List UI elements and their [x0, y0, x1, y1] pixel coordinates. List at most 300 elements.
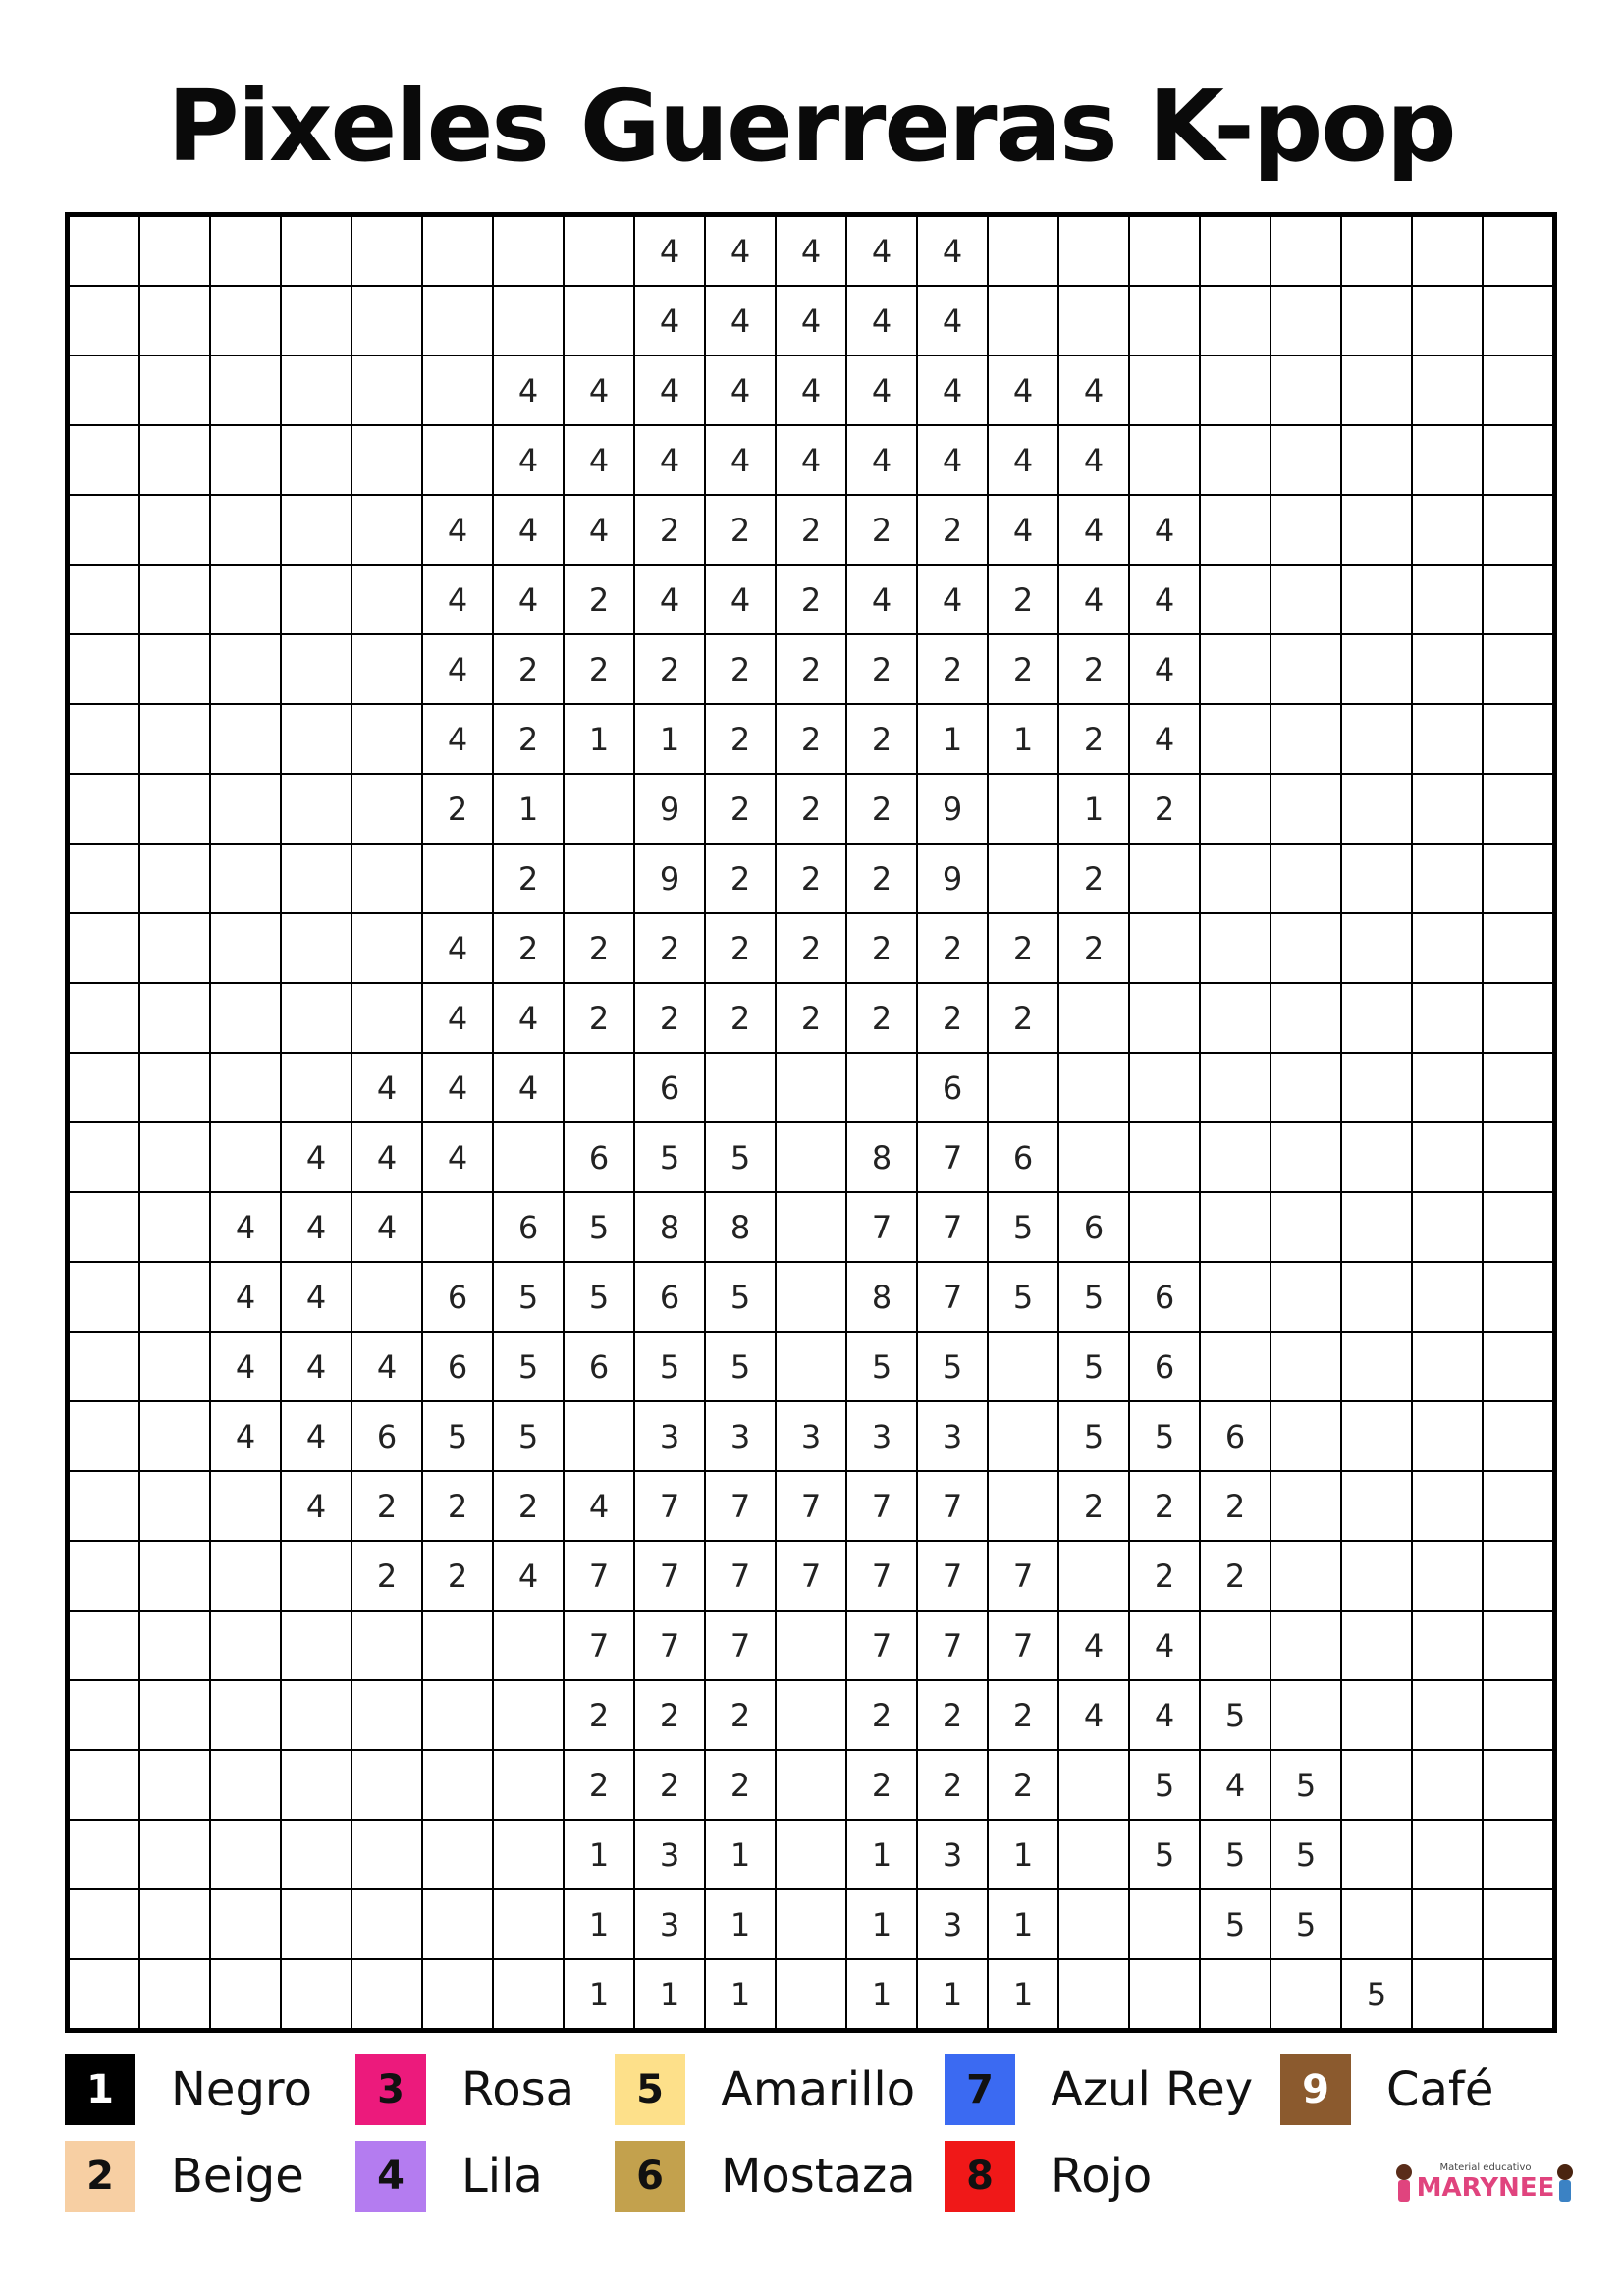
- grid-cell: 2: [917, 983, 988, 1053]
- grid-cell: 5: [1271, 1820, 1341, 1889]
- grid-row: [68, 1122, 1555, 1192]
- grid-cell: [281, 983, 351, 1053]
- grid-cell: 4: [493, 1541, 564, 1611]
- grid-cell: [1483, 704, 1555, 774]
- grid-cell: 4: [988, 495, 1058, 565]
- grid-cell: 2: [493, 844, 564, 913]
- grid-cell: 5: [1129, 1820, 1200, 1889]
- grid-cell: [139, 1122, 210, 1192]
- grid-cell: [68, 1332, 140, 1401]
- grid-cell: 5: [634, 1332, 705, 1401]
- grid-cell: 2: [776, 634, 846, 704]
- grid-cell: 1: [917, 1959, 988, 2031]
- grid-cell: [1341, 1889, 1412, 1959]
- grid-cell: [210, 704, 281, 774]
- grid-cell: 7: [564, 1541, 634, 1611]
- grid-cell: 6: [564, 1332, 634, 1401]
- grid-cell: [351, 215, 422, 287]
- grid-cell: 5: [1271, 1750, 1341, 1820]
- grid-cell: [351, 425, 422, 495]
- grid-cell: 6: [422, 1332, 493, 1401]
- grid-cell: [988, 286, 1058, 355]
- grid-cell: [1412, 565, 1483, 634]
- grid-cell: [1341, 634, 1412, 704]
- grid-row: [68, 355, 1555, 425]
- grid-cell: 4: [1200, 1750, 1271, 1820]
- grid-cell: [1341, 1122, 1412, 1192]
- grid-cell: 2: [1129, 1541, 1200, 1611]
- grid-cell: [139, 286, 210, 355]
- grid-cell: [493, 1959, 564, 2031]
- grid-cell: [1200, 1192, 1271, 1262]
- grid-cell: 3: [917, 1889, 988, 1959]
- grid-cell: [281, 1959, 351, 2031]
- grid-cell: 4: [422, 913, 493, 983]
- grid-cell: 2: [493, 1471, 564, 1541]
- grid-cell: [281, 1541, 351, 1611]
- grid-cell: 5: [422, 1401, 493, 1471]
- grid-cell: 4: [422, 1053, 493, 1122]
- grid-cell: 7: [705, 1611, 776, 1680]
- grid-row: [68, 1262, 1555, 1332]
- logo-tagline: Material educativo: [1439, 2162, 1532, 2173]
- grid-cell: 3: [705, 1401, 776, 1471]
- grid-cell: [1200, 286, 1271, 355]
- grid-cell: 4: [1058, 1611, 1129, 1680]
- grid-cell: [564, 774, 634, 844]
- grid-cell: [1271, 355, 1341, 425]
- grid-cell: 2: [422, 774, 493, 844]
- grid-cell: 4: [493, 355, 564, 425]
- grid-row: [68, 286, 1555, 355]
- grid-cell: [281, 215, 351, 287]
- grid-cell: [139, 1959, 210, 2031]
- grid-cell: [1483, 355, 1555, 425]
- grid-cell: [68, 1750, 140, 1820]
- grid-cell: [988, 1471, 1058, 1541]
- grid-cell: 1: [988, 1959, 1058, 2031]
- grid-cell: [1412, 286, 1483, 355]
- grid-cell: 8: [846, 1262, 917, 1332]
- grid-cell: 2: [705, 913, 776, 983]
- grid-cell: [1271, 1262, 1341, 1332]
- grid-cell: 5: [564, 1192, 634, 1262]
- grid-cell: [1483, 634, 1555, 704]
- grid-cell: 5: [988, 1262, 1058, 1332]
- grid-cell: 2: [917, 495, 988, 565]
- grid-cell: [705, 1053, 776, 1122]
- grid-cell: [493, 1122, 564, 1192]
- grid-cell: [1129, 215, 1200, 287]
- grid-cell: [281, 844, 351, 913]
- grid-cell: 4: [422, 704, 493, 774]
- grid-cell: 4: [776, 355, 846, 425]
- grid-cell: [68, 495, 140, 565]
- grid-cell: [1129, 425, 1200, 495]
- grid-cell: [1341, 1401, 1412, 1471]
- grid-cell: [1483, 1053, 1555, 1122]
- grid-cell: [1341, 1053, 1412, 1122]
- grid-cell: [68, 844, 140, 913]
- grid-cell: [281, 704, 351, 774]
- grid-cell: 9: [917, 774, 988, 844]
- grid-cell: [776, 1750, 846, 1820]
- grid-cell: 2: [917, 634, 988, 704]
- grid-cell: 2: [705, 634, 776, 704]
- grid-cell: [1341, 983, 1412, 1053]
- grid-cell: [210, 495, 281, 565]
- grid-cell: 6: [564, 1122, 634, 1192]
- grid-cell: [210, 1959, 281, 2031]
- grid-cell: 4: [705, 565, 776, 634]
- grid-cell: 5: [705, 1262, 776, 1332]
- grid-cell: [1483, 1262, 1555, 1332]
- grid-cell: [1341, 355, 1412, 425]
- grid-cell: 4: [210, 1192, 281, 1262]
- grid-cell: 2: [705, 1750, 776, 1820]
- grid-cell: [422, 1820, 493, 1889]
- grid-cell: [1200, 844, 1271, 913]
- grid-cell: [1200, 355, 1271, 425]
- grid-cell: 5: [634, 1122, 705, 1192]
- grid-cell: 1: [564, 1820, 634, 1889]
- grid-cell: 4: [210, 1401, 281, 1471]
- grid-cell: 5: [1129, 1401, 1200, 1471]
- legend-label: Rosa: [461, 2062, 574, 2117]
- grid-cell: 4: [776, 215, 846, 287]
- grid-cell: [1483, 1541, 1555, 1611]
- grid-cell: [1271, 634, 1341, 704]
- grid-cell: [1058, 215, 1129, 287]
- grid-cell: [1200, 983, 1271, 1053]
- grid-cell: [351, 1262, 422, 1332]
- grid-cell: 4: [846, 425, 917, 495]
- grid-cell: 2: [846, 495, 917, 565]
- grid-cell: 6: [351, 1401, 422, 1471]
- grid-cell: [68, 1262, 140, 1332]
- grid-cell: [1483, 1611, 1555, 1680]
- grid-cell: [422, 1889, 493, 1959]
- grid-cell: [1129, 844, 1200, 913]
- grid-cell: 4: [493, 425, 564, 495]
- grid-cell: [281, 286, 351, 355]
- grid-cell: [281, 634, 351, 704]
- legend-swatch: 8: [945, 2141, 1015, 2212]
- grid-cell: 9: [634, 774, 705, 844]
- grid-cell: [210, 1122, 281, 1192]
- grid-cell: 4: [988, 425, 1058, 495]
- grid-cell: [1200, 565, 1271, 634]
- grid-cell: [1341, 1332, 1412, 1401]
- grid-cell: 5: [705, 1332, 776, 1401]
- legend-swatch: 4: [355, 2141, 426, 2212]
- grid-cell: [1412, 1820, 1483, 1889]
- grid-cell: 2: [1129, 1471, 1200, 1541]
- grid-cell: 4: [493, 983, 564, 1053]
- grid-cell: [1200, 704, 1271, 774]
- grid-cell: [68, 1053, 140, 1122]
- grid-cell: 1: [705, 1820, 776, 1889]
- legend-label: Rojo: [1051, 2149, 1153, 2204]
- grid-cell: [1129, 1122, 1200, 1192]
- grid-cell: 4: [493, 1053, 564, 1122]
- grid-cell: 2: [564, 913, 634, 983]
- grid-cell: [210, 844, 281, 913]
- grid-cell: 7: [705, 1541, 776, 1611]
- grid-cell: [422, 1611, 493, 1680]
- grid-cell: [139, 215, 210, 287]
- grid-cell: [1412, 1192, 1483, 1262]
- grid-cell: [1271, 1192, 1341, 1262]
- grid-cell: [139, 355, 210, 425]
- grid-cell: 2: [493, 704, 564, 774]
- grid-cell: 9: [917, 844, 988, 913]
- grid-row: [68, 1471, 1555, 1541]
- grid-cell: [210, 565, 281, 634]
- grid-cell: [1200, 1262, 1271, 1332]
- grid-cell: [1483, 1820, 1555, 1889]
- grid-cell: 4: [634, 565, 705, 634]
- grid-cell: [351, 1889, 422, 1959]
- grid-cell: [1129, 1192, 1200, 1262]
- legend-label: Amarillo: [721, 2062, 916, 2117]
- grid-cell: 5: [705, 1122, 776, 1192]
- grid-cell: 4: [351, 1053, 422, 1122]
- grid-cell: [351, 774, 422, 844]
- grid-cell: [1483, 844, 1555, 913]
- grid-cell: [1412, 1332, 1483, 1401]
- grid-cell: [281, 913, 351, 983]
- grid-cell: [68, 1820, 140, 1889]
- grid-cell: [68, 913, 140, 983]
- grid-cell: [1271, 565, 1341, 634]
- grid-cell: [493, 1820, 564, 1889]
- grid-cell: 7: [917, 1122, 988, 1192]
- grid-cell: [139, 565, 210, 634]
- grid-cell: [210, 1750, 281, 1820]
- grid-cell: [776, 1053, 846, 1122]
- grid-cell: 4: [917, 355, 988, 425]
- grid-cell: [1271, 1122, 1341, 1192]
- grid-cell: 3: [846, 1401, 917, 1471]
- grid-cell: [1129, 1959, 1200, 2031]
- grid-cell: 4: [281, 1401, 351, 1471]
- grid-cell: [1129, 913, 1200, 983]
- grid-cell: [422, 1680, 493, 1750]
- grid-row: [68, 1680, 1555, 1750]
- grid-cell: 7: [917, 1262, 988, 1332]
- grid-cell: [1483, 1680, 1555, 1750]
- grid-cell: 7: [988, 1541, 1058, 1611]
- grid-cell: 1: [917, 704, 988, 774]
- grid-cell: [210, 355, 281, 425]
- grid-cell: [1412, 1611, 1483, 1680]
- grid-cell: 4: [1058, 1680, 1129, 1750]
- grid-cell: [1271, 1053, 1341, 1122]
- grid-cell: 4: [1129, 565, 1200, 634]
- grid-cell: [281, 774, 351, 844]
- grid-cell: [1412, 983, 1483, 1053]
- grid-cell: [281, 1611, 351, 1680]
- grid-cell: 9: [634, 844, 705, 913]
- grid-cell: [1058, 1820, 1129, 1889]
- grid-cell: [139, 983, 210, 1053]
- grid-cell: 4: [422, 495, 493, 565]
- grid-cell: [68, 565, 140, 634]
- grid-cell: [68, 1122, 140, 1192]
- grid-cell: [139, 634, 210, 704]
- grid-cell: [210, 1541, 281, 1611]
- grid-cell: 2: [917, 1750, 988, 1820]
- grid-cell: [1129, 1053, 1200, 1122]
- grid-cell: [564, 286, 634, 355]
- grid-cell: [1341, 1262, 1412, 1332]
- grid-cell: [68, 1471, 140, 1541]
- grid-cell: 2: [776, 844, 846, 913]
- grid-cell: [139, 1053, 210, 1122]
- grid-cell: [776, 1192, 846, 1262]
- grid-cell: [281, 495, 351, 565]
- grid-cell: [281, 1680, 351, 1750]
- grid-cell: 1: [493, 774, 564, 844]
- grid-cell: [68, 983, 140, 1053]
- grid-cell: [281, 1053, 351, 1122]
- grid-cell: [1412, 844, 1483, 913]
- grid-cell: 4: [846, 215, 917, 287]
- grid-cell: [1271, 1611, 1341, 1680]
- grid-cell: 1: [846, 1889, 917, 1959]
- grid-cell: [1058, 1959, 1129, 2031]
- grid-cell: [68, 1680, 140, 1750]
- grid-cell: 4: [210, 1262, 281, 1332]
- grid-row: [68, 1192, 1555, 1262]
- grid-cell: 7: [917, 1471, 988, 1541]
- grid-cell: [776, 1262, 846, 1332]
- grid-cell: [351, 1680, 422, 1750]
- grid-cell: 4: [1058, 425, 1129, 495]
- grid-cell: [1341, 425, 1412, 495]
- grid-cell: 1: [705, 1889, 776, 1959]
- legend-label: Café: [1386, 2062, 1494, 2117]
- grid-cell: 2: [634, 495, 705, 565]
- grid-row: [68, 1959, 1555, 2031]
- grid-cell: 2: [988, 1680, 1058, 1750]
- grid-cell: 2: [988, 913, 1058, 983]
- grid-cell: [210, 1889, 281, 1959]
- grid-cell: [139, 1401, 210, 1471]
- grid-cell: [1271, 1401, 1341, 1471]
- grid-cell: 4: [1129, 704, 1200, 774]
- grid-cell: 1: [988, 704, 1058, 774]
- grid-cell: [1341, 286, 1412, 355]
- grid-cell: [493, 286, 564, 355]
- grid-cell: [210, 983, 281, 1053]
- grid-row: [68, 1053, 1555, 1122]
- grid-cell: [1058, 1750, 1129, 1820]
- grid-cell: [1412, 1053, 1483, 1122]
- logo-name: MARYNEE: [1416, 2173, 1555, 2203]
- grid-cell: 2: [705, 983, 776, 1053]
- grid-cell: [1412, 425, 1483, 495]
- grid-cell: 2: [1058, 913, 1129, 983]
- grid-cell: [1412, 1959, 1483, 2031]
- grid-cell: [68, 1889, 140, 1959]
- grid-cell: [68, 1541, 140, 1611]
- grid-cell: [139, 1611, 210, 1680]
- grid-cell: 4: [705, 286, 776, 355]
- grid-cell: 1: [705, 1959, 776, 2031]
- grid-cell: [1483, 774, 1555, 844]
- grid-cell: 7: [634, 1471, 705, 1541]
- grid-cell: [1483, 495, 1555, 565]
- grid-cell: 2: [988, 634, 1058, 704]
- grid-cell: [1483, 1401, 1555, 1471]
- grid-cell: 5: [493, 1262, 564, 1332]
- grid-cell: 5: [1271, 1889, 1341, 1959]
- grid-cell: 4: [1129, 634, 1200, 704]
- grid-cell: [1271, 215, 1341, 287]
- grid-cell: 6: [634, 1053, 705, 1122]
- grid-cell: 7: [917, 1192, 988, 1262]
- grid-cell: 3: [634, 1820, 705, 1889]
- grid-cell: [1341, 565, 1412, 634]
- grid-cell: 2: [422, 1471, 493, 1541]
- grid-cell: [1412, 1889, 1483, 1959]
- grid-row: [68, 1889, 1555, 1959]
- grid-cell: 7: [988, 1611, 1058, 1680]
- grid-cell: [1483, 565, 1555, 634]
- grid-cell: 1: [634, 704, 705, 774]
- grid-cell: [139, 704, 210, 774]
- grid-cell: 3: [917, 1820, 988, 1889]
- grid-cell: [1058, 286, 1129, 355]
- grid-cell: 7: [705, 1471, 776, 1541]
- grid-cell: [1412, 1262, 1483, 1332]
- grid-cell: 2: [776, 983, 846, 1053]
- grid-cell: 2: [1058, 844, 1129, 913]
- grid-cell: 2: [776, 704, 846, 774]
- grid-cell: 7: [917, 1611, 988, 1680]
- grid-cell: 4: [917, 215, 988, 287]
- grid-cell: [351, 1820, 422, 1889]
- grid-cell: 2: [846, 983, 917, 1053]
- grid-cell: [1129, 983, 1200, 1053]
- grid-cell: [210, 1471, 281, 1541]
- grid-cell: [1271, 774, 1341, 844]
- grid-cell: 5: [988, 1192, 1058, 1262]
- grid-cell: [210, 1611, 281, 1680]
- grid-cell: 4: [634, 355, 705, 425]
- grid-cell: 2: [846, 1750, 917, 1820]
- grid-cell: [1058, 1053, 1129, 1122]
- grid-cell: 4: [1058, 495, 1129, 565]
- grid-cell: [493, 1680, 564, 1750]
- grid-cell: 2: [776, 774, 846, 844]
- grid-cell: 7: [776, 1471, 846, 1541]
- legend-swatch: 2: [65, 2141, 135, 2212]
- grid-cell: 2: [846, 844, 917, 913]
- grid-cell: [493, 1611, 564, 1680]
- grid-cell: [351, 1959, 422, 2031]
- grid-cell: [493, 1750, 564, 1820]
- grid-cell: [422, 1959, 493, 2031]
- grid-cell: 4: [634, 425, 705, 495]
- grid-cell: [493, 215, 564, 287]
- grid-cell: [1271, 1680, 1341, 1750]
- grid-cell: [1341, 774, 1412, 844]
- grid-cell: [1412, 1750, 1483, 1820]
- grid-cell: 1: [1058, 774, 1129, 844]
